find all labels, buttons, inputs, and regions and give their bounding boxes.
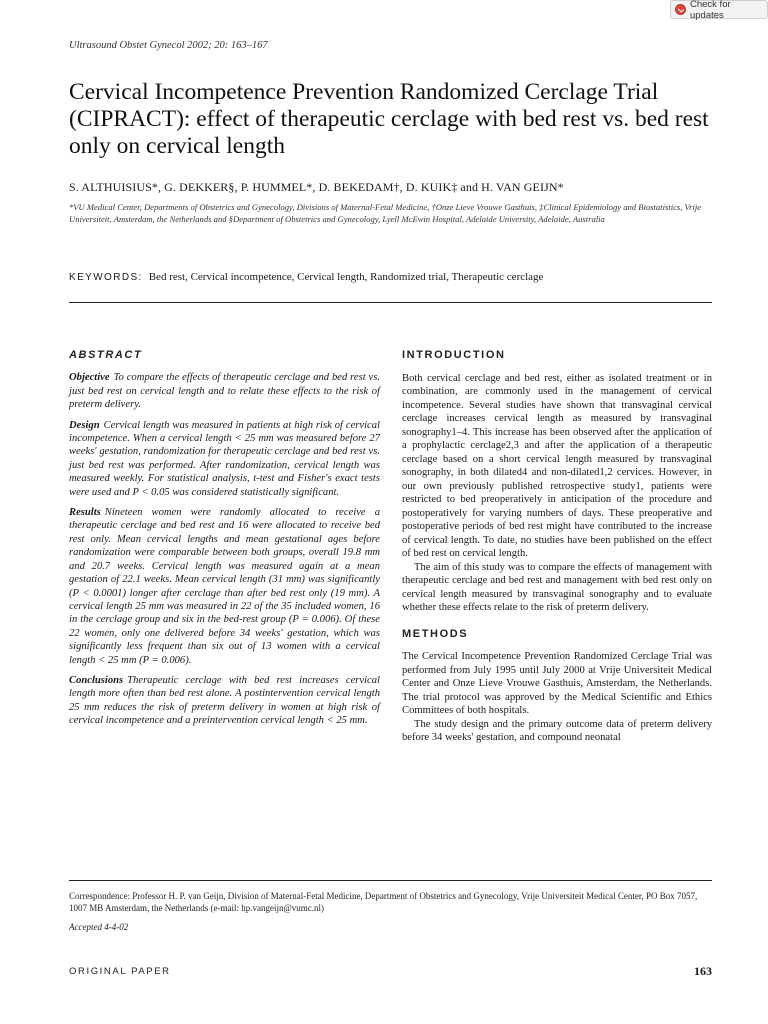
check-badge-icon	[675, 4, 686, 15]
abstract-results-label: Results	[69, 507, 101, 519]
article-title: Cervical Incompetence Prevention Randomized Cerclage Trial (CIPRACT): effect of therapeutic cerclage with bed rest vs. bed rest only on cervical length	[69, 79, 709, 159]
header-divider	[69, 302, 712, 303]
methods-heading: METHODS	[402, 627, 469, 640]
abstract-objective	[69, 371, 380, 411]
article-type-label: ORIGINAL PAPER	[69, 966, 171, 977]
journal-citation: Ultrasound Obstet Gynecol 2002; 20: 163–167	[69, 40, 268, 51]
page-number: 163	[694, 964, 712, 978]
methods-paragraph-1: The Cervical Incompetence Prevention Randomized Cerclage Trial was performed from July 1995 until July 2000 at Vrije Universiteit Medical Center and Onze Lieve Vrouwe Gasthuis, Amsterdam, the Netherlands. The trial protocol was approved by the Medical Scientific and Ethics Committees of both hospitals.	[402, 651, 712, 716]
abstract-design-text: Cervical length was measured in patients at high risk of cervical incompetence. When a cervical length < 25 mm was measured before 27 weeks' gestation, randomization for therapeutic cerclage and bed rest vs. just bed rest was performed. After randomization, cervical length was measured weekly. For statistical analysis, t-test and Fisher's exact tests were used and P < 0.05 was considered statistically significant.	[69, 419, 380, 498]
abstract-results-text: Nineteen women were randomly allocated to receive a therapeutic cerclage and bed rest and 16 were allocated to receive bed rest only. Mean cervical lengths and mean gestational ages before randomization were comparable between both groups, overall 19.8 mm and 20.7 weeks. Cervical length was measured again at a mean gestation of 22.1 weeks. Mean cervical length (31 mm) was significantly (P < 0.0001) longer after cerclage than after bed rest only (19 mm). A cervical length 25 mm was measured in 22 of the 35 included women, 16 in the cerclage group and six in the bed-rest group (P = 0.006). Of these 22 women, only one delivered before 34 weeks' gestation, which was significantly less frequent than six out of 13 women with a cervical length < 25 mm (P = 0.006).	[69, 507, 380, 666]
author-list: S. ALTHUISIUS*, G. DEKKER§, P. HUMMEL*, D. BEKEDAM†, D. KUIK‡ and H. VAN GEIJN*	[69, 180, 564, 194]
abstract-conclusions	[69, 674, 380, 728]
abstract-results	[69, 506, 380, 667]
author-affiliations: *VU Medical Center, Departments of Obstetrics and Gynecology, Divisions of Maternal-Fetal Medicine, †Onze Lieve Vrouwe Gasthuis, ‡Clinical Epidemiology and Biostatistics, Vrije Universiteit, Amsterdam, the Netherlands and §Department of Obstetrics and Gynecology, Lyell McEwin Hospital, Adelaide University, Adelaide, Australia	[69, 202, 702, 224]
keywords-text: Bed rest, Cervical incompetence, Cervical length, Randomized trial, Therapeutic cerclage	[148, 271, 544, 283]
introduction-heading: INTRODUCTION	[402, 349, 506, 361]
check-for-updates-label: Check for updates	[689, 0, 731, 21]
section-spacer	[402, 615, 712, 628]
abstract-conclusions-text: Therapeutic cerclage with bed rest increases cervical length more often than bed rest alone. A postintervention cervical length 25 mm reduces the risk of preterm delivery in women at high risk of cervical incompetence and a preintervention cervical length < 25 mm.	[69, 674, 380, 727]
introduction-paragraph-1: Both cervical cerclage and bed rest, either as isolated treatment or in combination, are commonly used in the management of cervical incompetence. Several studies have shown that transvaginal cervical cerclage increases cervical length as measured by transvaginal sonography1–4. This increase has been observed after the application of a prophylactic cerclage2,3 and after the application of a therapeutic cerclage based on a short cervical length measured by transvaginal sonography, in both dilated4 and non-dilated1,2 cervices. However, in our own previously published retrospective study1, patients were restricted to bed preoperatively in anticipation of the procedure and postoperatively for varying numbers of days. These preoperative and postoperative periods of bed rest might have contributed to the increase of cervical length. To date, no studies have been published on the effect of bed rest on cervical length.	[402, 372, 712, 559]
abstract-conclusions-label: Conclusions	[69, 674, 124, 686]
body-column	[402, 349, 712, 745]
introduction-paragraph-2: The aim of this study was to compare the effects of management with therapeutic cerclage and bed rest and management with bed rest only on cervical length measured by transvaginal sonography and to evaluate whether these effects relate to the risk of preterm delivery.	[402, 561, 712, 613]
abstract-heading: ABSTRACT	[69, 349, 143, 361]
correspondence-note: Correspondence: Professor H. P. van Geijn, Division of Maternal-Fetal Medicine, Department of Obstetrics and Gynecology, Vrije Universiteit Medical Center, PO Box 7057, 1007 MB Amsterdam, the Netherlands (e-mail: hp.vangeijn@vumc.nl)	[69, 891, 698, 913]
abstract-design	[69, 419, 380, 499]
keywords	[69, 271, 719, 283]
abstract-design-label: Design	[69, 419, 100, 431]
abstract-objective-label: Objective	[69, 372, 110, 384]
abstract-objective-text: To compare the effects of therapeutic cerclage and bed rest vs. just bed rest on cervical length and to relate these effects to the risk of preterm delivery.	[69, 372, 380, 411]
check-for-updates-button[interactable]	[670, 0, 768, 19]
keywords-label: KEYWORDS:	[69, 272, 143, 283]
accepted-date: Accepted 4-4-02	[69, 922, 129, 932]
footnote-divider	[69, 880, 712, 881]
abstract-column	[69, 349, 380, 735]
methods-paragraph-2: The study design and the primary outcome data of preterm delivery before 34 weeks' gestation, and compound neonatal	[402, 718, 712, 743]
